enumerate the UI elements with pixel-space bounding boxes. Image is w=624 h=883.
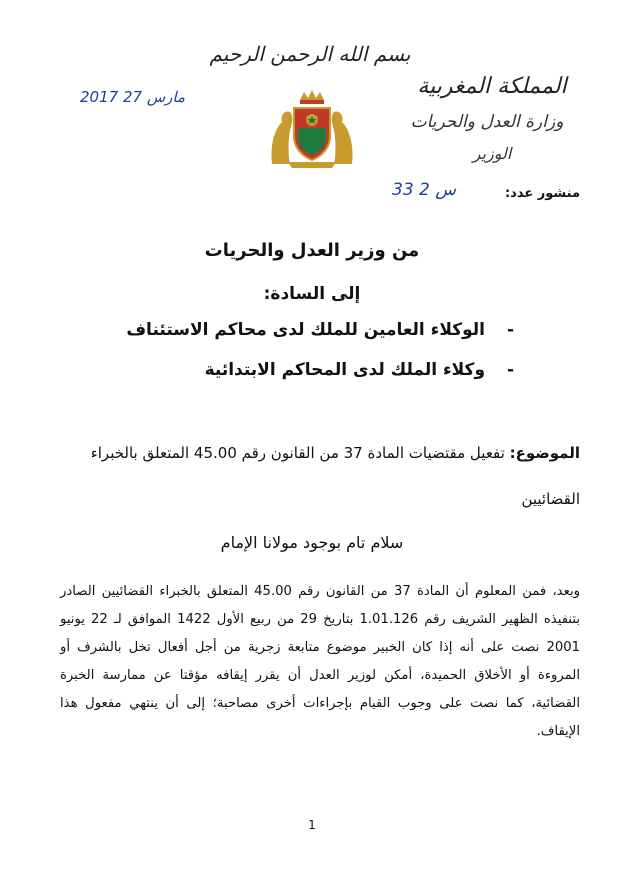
recipient-text: وكلاء الملك لدى المحاكم الابتدائية — [204, 360, 486, 380]
list-dash: - — [506, 360, 514, 380]
circular-label: منشور عدد: — [504, 186, 580, 201]
circular-number: 33 س 2 — [392, 180, 457, 200]
recipient-item — [205, 360, 514, 380]
recipient-item — [126, 320, 514, 340]
recipient-text: الوكلاء العامين للملك لدى محاكم الاستئناف — [126, 320, 486, 340]
subject-line — [60, 430, 580, 522]
subject-label: الموضوع: — [509, 444, 580, 462]
greeting: سلام تام بوجود مولانا الإمام — [220, 533, 404, 552]
addressee-line: إلى السادة: — [263, 284, 361, 304]
page-number: 1 — [308, 818, 316, 832]
subject-text: تفعيل مقتضيات المادة 37 من القانون رقم 45.00 المتعلق بالخبراء القضائيين — [90, 444, 580, 508]
basmala: بسم الله الرحمن الرحيم — [209, 42, 411, 66]
body-paragraph: وبعد، فمن المعلوم أن المادة 37 من القانون رقم 45.00 المتعلق بالخبراء القضائيين الصادر بتنفيذه الظهير الشريف رقم 1.01.126 بتاريخ 29 من ربيع الأول 1422 الموافق لـ 22 يونيو 2001 نصت على أنه إذا كان الخبير موضوع متابعة زجرية من أجل أفعال تخل بالشرف أو المروءة أو الأخلاق الحميدة، أمكن لوزير العدل أن يقرر إيقافه مؤقتا عن ممارسة الخبرة القضائية، كما نصت على وجوب القيام بإجراءات أخرى مصاحبة؛ إلى أن ينتهي مفعول هذا الإيقاف. — [60, 584, 581, 739]
sender-line: من وزير العدل والحريات — [204, 240, 420, 261]
minister-title: الوزير — [472, 144, 512, 163]
kingdom-title: المملكة المغربية — [417, 74, 567, 99]
list-dash: - — [506, 320, 514, 340]
ministry-title: وزارة العدل والحريات — [410, 112, 564, 132]
handwritten-date: 2017 مارس 27 — [80, 88, 185, 106]
moroccan-coat-of-arms-icon — [266, 86, 358, 170]
